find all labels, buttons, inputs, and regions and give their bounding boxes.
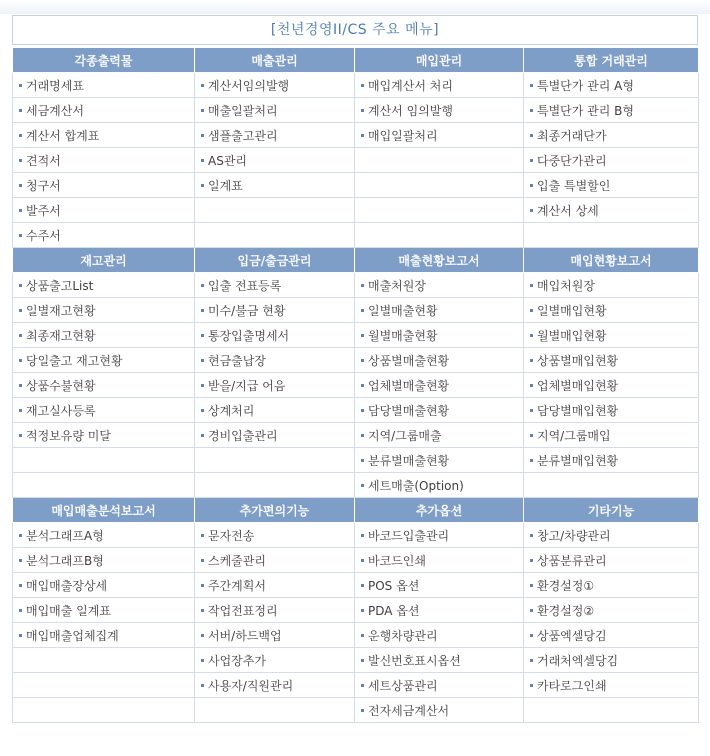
- bullet-icon: [361, 534, 364, 537]
- menu-item[interactable]: [524, 148, 699, 173]
- bullet-icon: [530, 359, 533, 362]
- menu-item[interactable]: [355, 623, 524, 648]
- menu-item-label: 경비입출관리: [208, 428, 278, 443]
- menu-item-label: 바코드입출관리: [368, 528, 450, 543]
- bullet-icon: [361, 659, 364, 662]
- menu-item-label: 업체별매입현황: [537, 378, 619, 393]
- menu-row: [13, 173, 699, 198]
- empty-cell: [524, 698, 699, 723]
- menu-row: [13, 423, 699, 448]
- menu-item[interactable]: [355, 123, 524, 148]
- bullet-icon: [530, 309, 533, 312]
- menu-row: [13, 73, 699, 98]
- bullet-icon: [19, 284, 22, 287]
- menu-item-label: 일계표: [208, 178, 243, 193]
- menu-item-label: 매입매출업체집계: [26, 628, 119, 643]
- empty-cell: [13, 673, 195, 698]
- empty-cell: [524, 473, 699, 498]
- empty-cell: [355, 148, 524, 173]
- bullet-icon: [361, 284, 364, 287]
- menu-item[interactable]: [195, 673, 355, 698]
- section-header: 추가옵션: [355, 498, 524, 523]
- menu-item-label: 환경설정①: [537, 578, 595, 593]
- bullet-icon: [530, 334, 533, 337]
- menu-item-label: 분석그래프B형: [26, 553, 104, 568]
- menu-item[interactable]: [13, 73, 195, 98]
- menu-item[interactable]: [13, 523, 195, 548]
- menu-item[interactable]: [13, 573, 195, 598]
- menu-item-label: 바코드인쇄: [368, 553, 426, 568]
- menu-row: [13, 373, 699, 398]
- menu-item[interactable]: [13, 173, 195, 198]
- menu-row: [13, 223, 699, 248]
- menu-row: [13, 398, 699, 423]
- menu-item-label: 카타로그인쇄: [537, 678, 607, 693]
- bullet-icon: [201, 84, 204, 87]
- menu-item[interactable]: [13, 323, 195, 348]
- menu-item[interactable]: [195, 623, 355, 648]
- menu-item[interactable]: [355, 473, 524, 498]
- bullet-icon: [19, 334, 22, 337]
- menu-item-label: POS 옵션: [368, 578, 420, 593]
- bullet-icon: [19, 609, 22, 612]
- menu-item[interactable]: [524, 548, 699, 573]
- menu-item-label: 세트상품관리: [368, 678, 438, 693]
- menu-item[interactable]: [13, 198, 195, 223]
- menu-item[interactable]: [524, 673, 699, 698]
- bullet-icon: [201, 334, 204, 337]
- bullet-icon: [19, 109, 22, 112]
- section-header: 매출현황보고서: [355, 248, 524, 273]
- menu-row: [13, 448, 699, 473]
- menu-item[interactable]: [195, 298, 355, 323]
- bullet-icon: [361, 334, 364, 337]
- menu-item-label: 수주서: [26, 228, 61, 243]
- menu-item-label: 당일출고 재고현황: [26, 353, 123, 368]
- menu-item[interactable]: [13, 123, 195, 148]
- bullet-icon: [530, 109, 533, 112]
- menu-item-label: 월별매입현황: [537, 328, 607, 343]
- menu-item-label: 입출 전표등록: [208, 278, 282, 293]
- section-header: 통합 거래관리: [524, 48, 699, 73]
- menu-item-label: 입출 특별할인: [537, 178, 611, 193]
- menu-item[interactable]: [355, 273, 524, 298]
- menu-item-label: 스케줄관리: [208, 553, 266, 568]
- menu-item[interactable]: [195, 398, 355, 423]
- empty-cell: [13, 448, 195, 473]
- menu-item[interactable]: [524, 98, 699, 123]
- menu-item[interactable]: [355, 98, 524, 123]
- menu-row: [13, 573, 699, 598]
- menu-item[interactable]: [195, 648, 355, 673]
- bullet-icon: [530, 84, 533, 87]
- menu-item-label: 상계처리: [208, 403, 255, 418]
- bullet-icon: [19, 634, 22, 637]
- menu-item[interactable]: [524, 598, 699, 623]
- bullet-icon: [530, 159, 533, 162]
- section-header: 매입현황보고서: [524, 248, 699, 273]
- bullet-icon: [530, 534, 533, 537]
- menu-item-label: AS관리: [208, 153, 248, 168]
- menu-item-label: 상품수불현황: [26, 378, 96, 393]
- menu-item-label: 청구서: [26, 178, 61, 193]
- menu-item[interactable]: [524, 648, 699, 673]
- bullet-icon: [530, 459, 533, 462]
- page-title: [천년경영II/CS 주요 메뉴]: [12, 15, 698, 45]
- menu-item[interactable]: [195, 123, 355, 148]
- menu-item-label: 세금계산서: [26, 103, 84, 118]
- menu-item[interactable]: [195, 173, 355, 198]
- bullet-icon: [530, 209, 533, 212]
- bullet-icon: [361, 634, 364, 637]
- bullet-icon: [19, 184, 22, 187]
- empty-cell: [355, 173, 524, 198]
- bullet-icon: [201, 634, 204, 637]
- menu-item[interactable]: [13, 298, 195, 323]
- menu-item-label: 발신번호표시옵션: [368, 653, 461, 668]
- menu-item[interactable]: [195, 148, 355, 173]
- empty-cell: [195, 448, 355, 473]
- menu-item[interactable]: [195, 423, 355, 448]
- menu-item[interactable]: [13, 623, 195, 648]
- menu-item-label: 상품별매입현황: [537, 353, 619, 368]
- menu-item[interactable]: [355, 348, 524, 373]
- menu-item[interactable]: [524, 623, 699, 648]
- menu-item[interactable]: [355, 423, 524, 448]
- section-header: 입금/출금관리: [195, 248, 355, 273]
- empty-cell: [524, 223, 699, 248]
- menu-row: [13, 473, 699, 498]
- menu-item[interactable]: [195, 73, 355, 98]
- menu-item-label: 매입매출장상세: [26, 578, 108, 593]
- menu-item[interactable]: [524, 398, 699, 423]
- bullet-icon: [201, 384, 204, 387]
- menu-item[interactable]: [13, 598, 195, 623]
- bullet-icon: [530, 609, 533, 612]
- bullet-icon: [19, 534, 22, 537]
- menu-item[interactable]: [13, 373, 195, 398]
- bullet-icon: [530, 134, 533, 137]
- bullet-icon: [530, 184, 533, 187]
- section-header: 기타기능: [524, 498, 699, 523]
- bullet-icon: [201, 559, 204, 562]
- menu-item-label: 주간계획서: [208, 578, 266, 593]
- menu-item-label: 견적서: [26, 153, 61, 168]
- bullet-icon: [361, 134, 364, 137]
- menu-item-label: 계산서 상세: [537, 203, 599, 218]
- bullet-icon: [530, 384, 533, 387]
- menu-item-label: 받을/지급 어음: [208, 378, 286, 393]
- menu-item-label: 상품별매출현황: [368, 353, 450, 368]
- empty-cell: [195, 223, 355, 248]
- menu-row: [13, 98, 699, 123]
- menu-item[interactable]: [524, 123, 699, 148]
- menu-row: [13, 598, 699, 623]
- menu-item-label: 계산서 합계표: [26, 128, 100, 143]
- menu-item-label: 매입처원장: [537, 278, 595, 293]
- menu-item-label: 분류별매입현황: [537, 453, 619, 468]
- bullet-icon: [530, 684, 533, 687]
- menu-item-label: 재고실사등록: [26, 403, 96, 418]
- menu-item[interactable]: [13, 423, 195, 448]
- bullet-icon: [201, 434, 204, 437]
- menu-item[interactable]: [524, 198, 699, 223]
- bullet-icon: [19, 384, 22, 387]
- menu-item-label: 매출처원장: [368, 278, 426, 293]
- menu-item[interactable]: [13, 148, 195, 173]
- bullet-icon: [19, 84, 22, 87]
- menu-item[interactable]: [195, 323, 355, 348]
- menu-item[interactable]: [524, 348, 699, 373]
- bullet-icon: [361, 559, 364, 562]
- bullet-icon: [201, 309, 204, 312]
- menu-item[interactable]: [355, 698, 524, 723]
- section-header-row: [13, 48, 699, 73]
- bullet-icon: [201, 584, 204, 587]
- menu-item[interactable]: [195, 98, 355, 123]
- menu-item[interactable]: [195, 598, 355, 623]
- menu-item-label: 지역/그룹매입: [537, 428, 611, 443]
- menu-row: [13, 273, 699, 298]
- menu-item-label: 일별매출현황: [368, 303, 438, 318]
- bullet-icon: [201, 659, 204, 662]
- menu-item-label: 특별단가 관리 A형: [537, 78, 634, 93]
- bullet-icon: [530, 559, 533, 562]
- menu-item-label: 매입일괄처리: [368, 128, 438, 143]
- section-header: 매출관리: [195, 48, 355, 73]
- bullet-icon: [361, 709, 364, 712]
- menu-item[interactable]: [524, 373, 699, 398]
- bullet-icon: [201, 134, 204, 137]
- menu-item[interactable]: [355, 573, 524, 598]
- menu-item-label: 담당별매입현황: [537, 403, 619, 418]
- bullet-icon: [530, 584, 533, 587]
- menu-item-label: 분석그래프A형: [26, 528, 104, 543]
- menu-item-label: 샘플출고관리: [208, 128, 278, 143]
- menu-item-label: 특별단가 관리 B형: [537, 103, 635, 118]
- section-header: 추가편의기능: [195, 498, 355, 523]
- menu-item[interactable]: [524, 573, 699, 598]
- menu-item-label: 전자세금계산서: [368, 703, 450, 718]
- menu-item-label: 통장입출명세서: [208, 328, 290, 343]
- menu-item-label: 사업장추가: [208, 653, 266, 668]
- bullet-icon: [361, 109, 364, 112]
- bullet-icon: [201, 184, 204, 187]
- section-header: 매입매출분석보고서: [13, 498, 195, 523]
- menu-row: [13, 623, 699, 648]
- menu-item-label: 최종재고현황: [26, 328, 96, 343]
- menu-item-label: 담당별매출현황: [368, 403, 450, 418]
- menu-item-label: 거래명세표: [26, 78, 84, 93]
- menu-item[interactable]: [195, 348, 355, 373]
- empty-cell: [13, 698, 195, 723]
- menu-item-label: 업체별매출현황: [368, 378, 450, 393]
- bullet-icon: [201, 109, 204, 112]
- bullet-icon: [361, 384, 364, 387]
- menu-item-label: 서버/하드백업: [208, 628, 282, 643]
- menu-item[interactable]: [524, 323, 699, 348]
- menu-row: [13, 698, 699, 723]
- menu-row: [13, 148, 699, 173]
- menu-item[interactable]: [355, 673, 524, 698]
- menu-item[interactable]: [524, 448, 699, 473]
- menu-item-label: 거래처엑셀당김: [537, 653, 619, 668]
- bullet-icon: [361, 434, 364, 437]
- menu-item[interactable]: [13, 98, 195, 123]
- empty-cell: [195, 698, 355, 723]
- menu-item-label: 현금출납장: [208, 353, 266, 368]
- menu-row: [13, 323, 699, 348]
- section-header: 재고관리: [13, 248, 195, 273]
- menu-item[interactable]: [13, 398, 195, 423]
- bullet-icon: [19, 559, 22, 562]
- bullet-icon: [201, 284, 204, 287]
- menu-item-label: 매입매출 일계표: [26, 603, 111, 618]
- menu-item[interactable]: [524, 173, 699, 198]
- menu-item[interactable]: [355, 73, 524, 98]
- menu-row: [13, 123, 699, 148]
- empty-cell: [195, 198, 355, 223]
- menu-item[interactable]: [524, 298, 699, 323]
- menu-item-label: 월별매출현황: [368, 328, 438, 343]
- bullet-icon: [361, 309, 364, 312]
- menu-item[interactable]: [355, 448, 524, 473]
- menu-item-label: 일별매입현황: [537, 303, 607, 318]
- menu-item[interactable]: [195, 548, 355, 573]
- menu-item[interactable]: [355, 598, 524, 623]
- bullet-icon: [361, 684, 364, 687]
- menu-item-label: 문자전송: [208, 528, 255, 543]
- bullet-icon: [19, 359, 22, 362]
- menu-item-label: 최종거래단가: [537, 128, 607, 143]
- menu-item-label: 계산서 임의발행: [368, 103, 453, 118]
- section-header-row: [13, 498, 699, 523]
- menu-item[interactable]: [355, 373, 524, 398]
- menu-item[interactable]: [195, 523, 355, 548]
- menu-item-label: 창고/차량관리: [537, 528, 611, 543]
- bullet-icon: [201, 359, 204, 362]
- menu-item[interactable]: [355, 323, 524, 348]
- menu-row: [13, 298, 699, 323]
- menu-item-label: 다중단가관리: [537, 153, 607, 168]
- bullet-icon: [530, 659, 533, 662]
- menu-item[interactable]: [355, 398, 524, 423]
- bullet-icon: [361, 409, 364, 412]
- menu-item-label: 적정보유량 미달: [26, 428, 111, 443]
- section-header: 각종출력물: [13, 48, 195, 73]
- menu-item[interactable]: [355, 648, 524, 673]
- bullet-icon: [361, 584, 364, 587]
- menu-item-label: 미수/불금 현황: [208, 303, 286, 318]
- bullet-icon: [201, 159, 204, 162]
- menu-item-label: 사용자/직원관리: [208, 678, 294, 693]
- menu-item-label: 일별재고현황: [26, 303, 96, 318]
- bullet-icon: [19, 584, 22, 587]
- menu-item-label: 지역/그룹매출: [368, 428, 442, 443]
- bullet-icon: [19, 209, 22, 212]
- bullet-icon: [201, 684, 204, 687]
- menu-item[interactable]: [355, 548, 524, 573]
- menu-row: [13, 673, 699, 698]
- menu-item-label: 작업전표정리: [208, 603, 278, 618]
- empty-cell: [13, 473, 195, 498]
- menu-item[interactable]: [195, 573, 355, 598]
- bullet-icon: [19, 409, 22, 412]
- menu-row: [13, 348, 699, 373]
- empty-cell: [355, 198, 524, 223]
- bullet-icon: [361, 459, 364, 462]
- menu-row: [13, 648, 699, 673]
- menu-item[interactable]: [524, 423, 699, 448]
- menu-item-label: PDA 옵션: [368, 603, 420, 618]
- menu-item[interactable]: [524, 273, 699, 298]
- menu-item-label: 분류별매출현황: [368, 453, 450, 468]
- bullet-icon: [19, 234, 22, 237]
- menu-item-label: 상품출고List: [26, 278, 94, 293]
- bullet-icon: [19, 309, 22, 312]
- empty-cell: [195, 473, 355, 498]
- top-bar: [0, 0, 710, 14]
- menu-item-label: 상품엑셀당김: [537, 628, 607, 643]
- menu-item[interactable]: [195, 373, 355, 398]
- bullet-icon: [530, 284, 533, 287]
- empty-cell: [355, 223, 524, 248]
- section-header-row: [13, 248, 699, 273]
- bullet-icon: [19, 159, 22, 162]
- menu-item[interactable]: [524, 523, 699, 548]
- menu-row: [13, 523, 699, 548]
- empty-cell: [13, 648, 195, 673]
- menu-item[interactable]: [13, 273, 195, 298]
- bullet-icon: [201, 409, 204, 412]
- main-menu-table: [12, 47, 699, 723]
- bullet-icon: [361, 359, 364, 362]
- menu-item-label: 발주서: [26, 203, 61, 218]
- menu-item[interactable]: [355, 298, 524, 323]
- menu-item[interactable]: [355, 523, 524, 548]
- menu-item[interactable]: [524, 73, 699, 98]
- menu-item-label: 계산서임의발행: [208, 78, 290, 93]
- bullet-icon: [19, 434, 22, 437]
- menu-row: [13, 548, 699, 573]
- menu-item[interactable]: [13, 223, 195, 248]
- bullet-icon: [530, 434, 533, 437]
- menu-item[interactable]: [13, 548, 195, 573]
- bullet-icon: [361, 84, 364, 87]
- bullet-icon: [19, 134, 22, 137]
- menu-item-label: 환경설정②: [537, 603, 595, 618]
- bullet-icon: [530, 634, 533, 637]
- menu-item-label: 매출일괄처리: [208, 103, 278, 118]
- menu-item-label: 운행차량관리: [368, 628, 438, 643]
- menu-item[interactable]: [13, 348, 195, 373]
- menu-item[interactable]: [195, 273, 355, 298]
- menu-item-label: 매입계산서 처리: [368, 78, 453, 93]
- menu-row: [13, 198, 699, 223]
- bullet-icon: [201, 534, 204, 537]
- menu-item-label: 상품분류관리: [537, 553, 607, 568]
- section-header: 매입관리: [355, 48, 524, 73]
- bullet-icon: [361, 609, 364, 612]
- bullet-icon: [530, 409, 533, 412]
- bullet-icon: [201, 609, 204, 612]
- bullet-icon: [361, 484, 364, 487]
- menu-item-label: 세트매출(Option): [368, 478, 464, 493]
